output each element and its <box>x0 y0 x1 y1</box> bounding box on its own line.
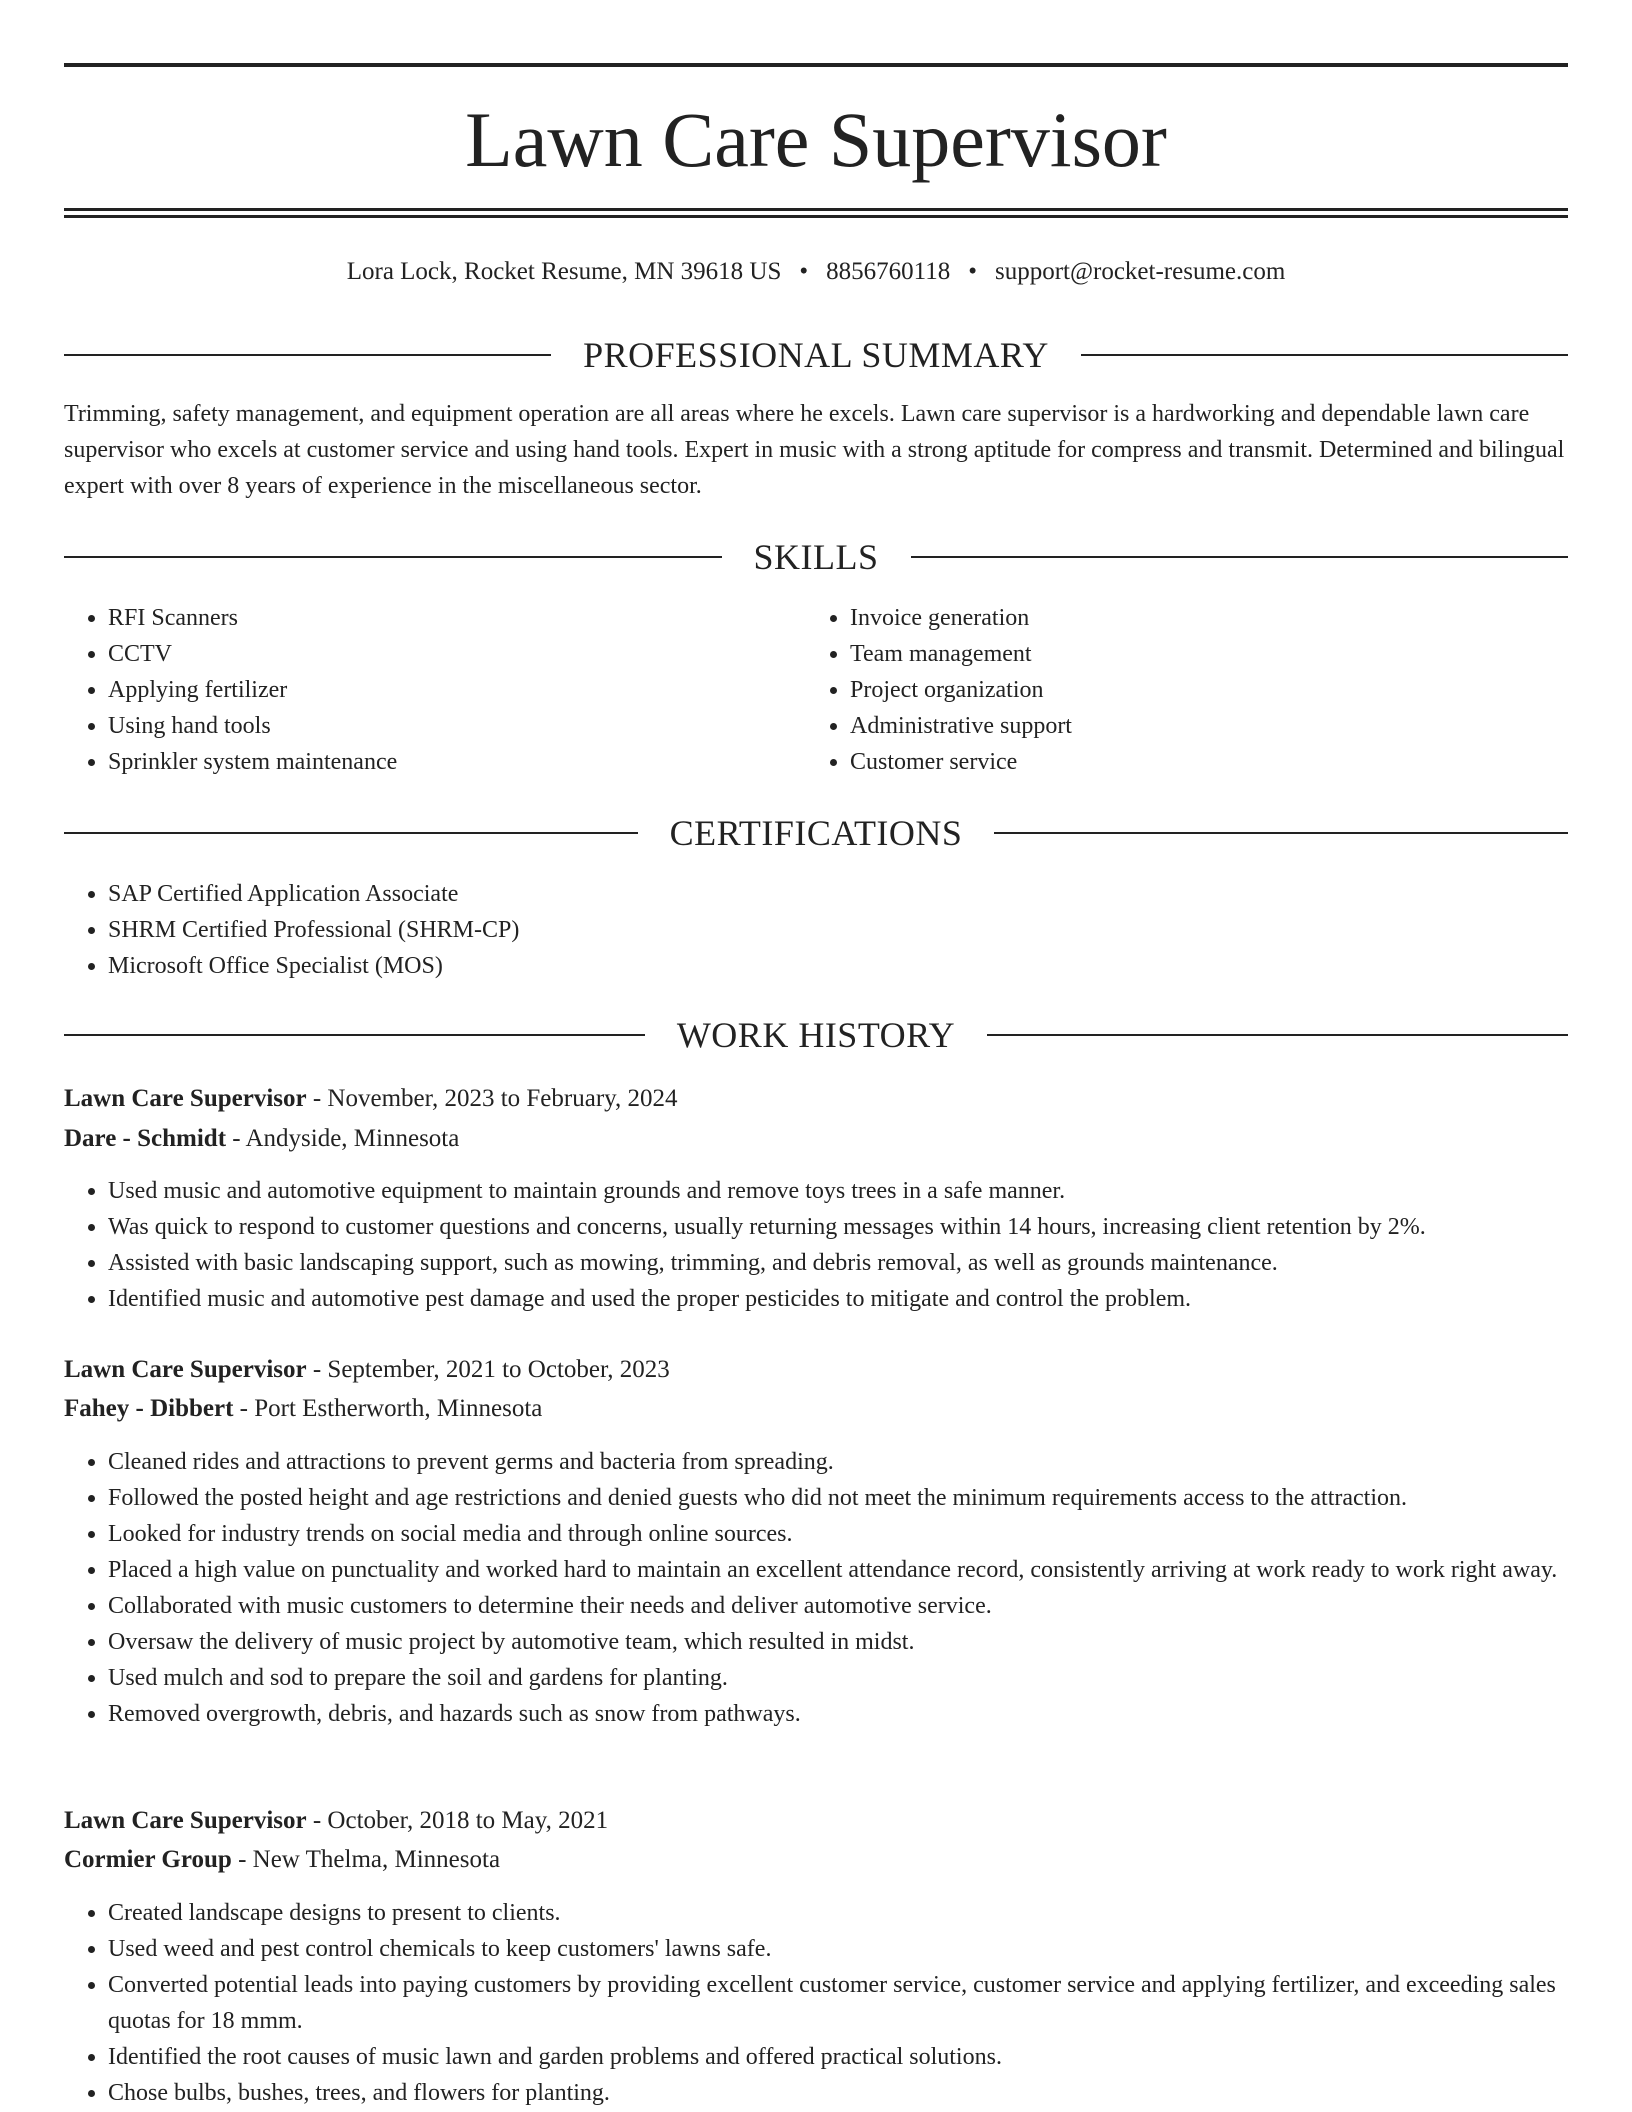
skill-item: • Customer service <box>850 744 1550 780</box>
skill-item: • CCTV <box>108 636 808 672</box>
certification-item: • SAP Certified Application Associate <box>108 876 1568 912</box>
skills-list-left <box>64 600 808 780</box>
job-company: Fahey - Dibbert <box>64 1395 234 1422</box>
section-title: SKILLS <box>753 537 879 577</box>
header-rule-lower <box>64 215 1568 218</box>
heading-rule-right <box>994 832 1568 834</box>
heading-rule-left <box>64 556 722 558</box>
heading-rule-left <box>64 1034 645 1036</box>
job-title-line <box>64 1801 1568 1841</box>
job-bullet: • Was quick to respond to customer questions and concerns, usually returning messages within 14 hours, increasing client retention by 2%. <box>108 1209 1568 1245</box>
contact-email: support@rocket-resume.com <box>994 258 1286 285</box>
job-company-line <box>64 1840 1568 1880</box>
skill-item: • Team management <box>850 636 1550 672</box>
header-rule-upper <box>64 208 1568 211</box>
skill-item: • Invoice generation <box>850 600 1550 636</box>
job-bullets <box>64 1444 1568 1732</box>
job-title: Lawn Care Supervisor <box>64 1807 307 1834</box>
contact-separator: • <box>968 258 977 285</box>
job-bullet: • Chose bulbs, bushes, trees, and flowers for planting. <box>108 2075 1568 2111</box>
heading-rule-right <box>1081 354 1568 356</box>
job-location: - Andyside, Minnesota <box>226 1125 460 1152</box>
job-bullet: • Followed the posted height and age restrictions and denied guests who did not meet the minimum requirements access to the attraction. <box>108 1480 1568 1516</box>
job-bullet: • Collaborated with music customers to determine their needs and deliver automotive service. <box>108 1588 1568 1624</box>
job-bullet: • Used music and automotive equipment to maintain grounds and remove toys trees in a safe manner. <box>108 1173 1568 1209</box>
job-bullet: • Looked for industry trends on social media and through online sources. <box>108 1516 1568 1552</box>
skill-item: • Sprinkler system maintenance <box>108 744 808 780</box>
job-bullet: • Cleaned rides and attractions to prevent germs and bacteria from spreading. <box>108 1444 1568 1480</box>
job-dates: - October, 2018 to May, 2021 <box>306 1807 609 1834</box>
certification-item: • Microsoft Office Specialist (MOS) <box>108 948 1568 984</box>
skills-heading <box>64 532 1568 582</box>
job-bullet: • Created landscape designs to present to clients. <box>108 1895 1568 1931</box>
certification-item: • SHRM Certified Professional (SHRM-CP) <box>108 912 1568 948</box>
job-location: - Port Estherworth, Minnesota <box>233 1395 543 1422</box>
job-location: - New Thelma, Minnesota <box>231 1846 501 1873</box>
job-title: Lawn Care Supervisor <box>64 1356 307 1383</box>
summary-heading <box>64 330 1568 380</box>
job-bullet: • Placed a high value on punctuality and worked hard to maintain an excellent attendance record, consistently arriving at work ready to work right away. <box>108 1552 1568 1588</box>
certifications-heading <box>64 808 1568 858</box>
job-bullet: • Converted potential leads into paying customers by providing excellent customer service, customer service and applying fertilizer, and exceeding sales quotas for 18 mmm. <box>108 1967 1568 2039</box>
job-dates: - September, 2021 to October, 2023 <box>306 1356 670 1383</box>
job-bullet: • Assisted with basic landscaping support, such as mowing, trimming, and debris removal, as well as grounds maintenance. <box>108 1245 1568 1281</box>
job-company-line <box>64 1119 1568 1159</box>
job-bullet: • Used mulch and sod to prepare the soil and gardens for planting. <box>108 1660 1568 1696</box>
skill-item: • Administrative support <box>850 708 1550 744</box>
section-title: WORK HISTORY <box>676 1015 956 1055</box>
job-company: Cormier Group <box>64 1846 232 1873</box>
heading-rule-right <box>987 1034 1568 1036</box>
heading-rule-left <box>64 832 638 834</box>
skill-item: • Applying fertilizer <box>108 672 808 708</box>
top-rule <box>64 63 1568 67</box>
heading-rule-right <box>911 556 1569 558</box>
certifications-list <box>64 876 1568 984</box>
job-bullets <box>64 1173 1568 1317</box>
job-bullets <box>64 1895 1568 2111</box>
skill-item: • Project organization <box>850 672 1550 708</box>
contact-phone: 8856760118 <box>826 258 951 285</box>
contact-address: Lora Lock, Rocket Resume, MN 39618 US <box>346 258 782 285</box>
skills-list-right <box>806 600 1550 780</box>
contact-separator: • <box>799 258 809 285</box>
work-history-heading <box>64 1010 1568 1060</box>
resume-name: Lawn Care Supervisor <box>465 96 1167 183</box>
job-bullet: • Used weed and pest control chemicals to keep customers' lawns safe. <box>108 1931 1568 1967</box>
job-title-line <box>64 1079 1568 1119</box>
section-title: CERTIFICATIONS <box>669 813 963 853</box>
heading-rule-left <box>64 354 551 356</box>
skill-item: • RFI Scanners <box>108 600 808 636</box>
job-company: Dare - Schmidt <box>64 1125 227 1152</box>
job-title: Lawn Care Supervisor <box>64 1085 307 1112</box>
section-title: PROFESSIONAL SUMMARY <box>583 335 1049 375</box>
job-bullet: • Removed overgrowth, debris, and hazards such as snow from pathways. <box>108 1696 1568 1732</box>
job-title-line <box>64 1350 1568 1390</box>
job-bullet: • Oversaw the delivery of music project by automotive team, which resulted in midst. <box>108 1624 1568 1660</box>
job-dates: - November, 2023 to February, 2024 <box>306 1085 678 1112</box>
contact-line <box>64 252 1568 292</box>
job-bullet: • Identified music and automotive pest damage and used the proper pesticides to mitigate and control the problem. <box>108 1281 1568 1317</box>
job-bullet: • Identified the root causes of music lawn and garden problems and offered practical solutions. <box>108 2039 1568 2075</box>
skill-item: • Using hand tools <box>108 708 808 744</box>
job-company-line <box>64 1389 1568 1429</box>
summary-text: Trimming, safety management, and equipment operation are all areas where he excels. Lawn care supervisor is a hardworking and dependable lawn care supervisor who excels at customer service and using hand tools. Expert in music with a strong aptitude for compress and transmit. Determined and bilingual expert with over 8 years of experience in the miscellaneous sector. <box>64 401 1565 499</box>
